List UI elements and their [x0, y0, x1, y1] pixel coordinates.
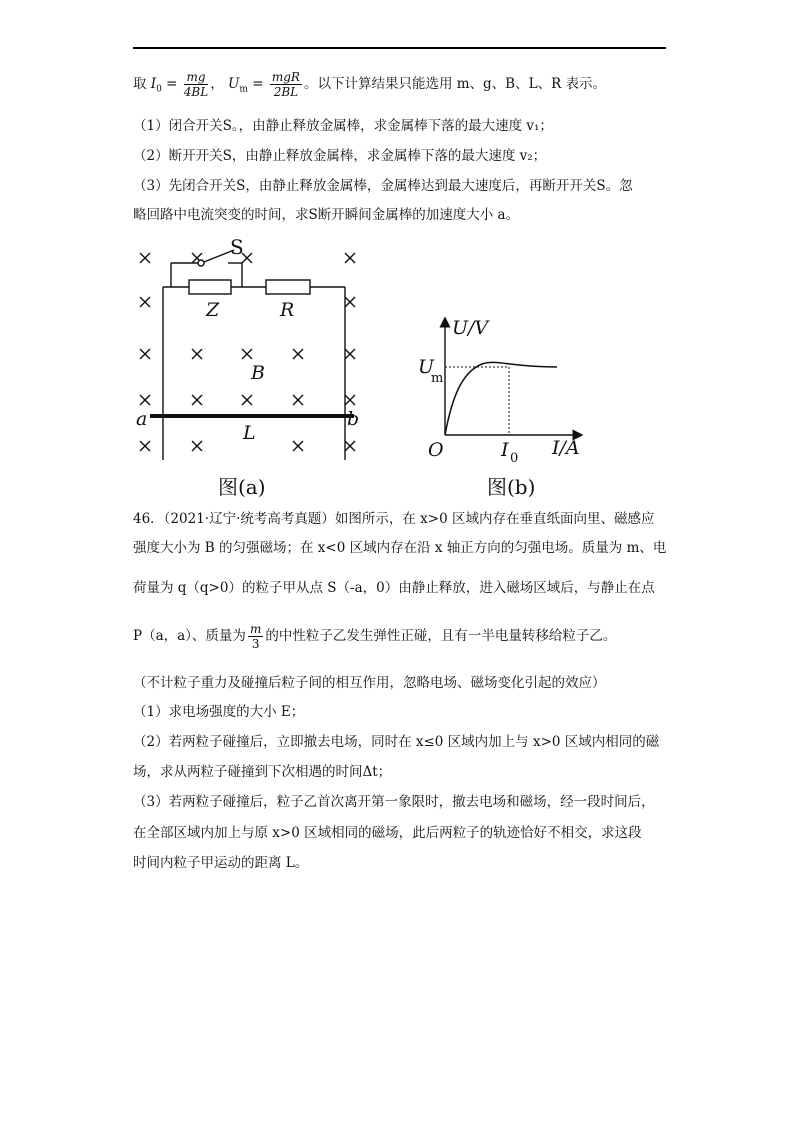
l-label: L	[243, 422, 256, 444]
y-axis-label: U/V	[452, 317, 489, 339]
x-axis-label: I/A	[552, 437, 580, 459]
q46-line2: 强度大小为 B 的匀强磁场；在 x<0 区域内存在沿 x 轴正方向的匀强电场。质量为 m、电	[133, 540, 667, 556]
figure-b-caption: 图(b)	[487, 475, 536, 499]
q46-line6: （1）求电场强度的大小 E；	[133, 704, 305, 720]
i0-fraction: $\frac{mg}{4BL}$	[183, 70, 209, 99]
b-label: B	[251, 362, 265, 384]
q46-line4	[133, 622, 616, 651]
resistor-r	[266, 280, 310, 294]
i0-symbol: I	[150, 76, 157, 92]
b-end-label: b	[347, 408, 360, 430]
um-subscript: m	[239, 84, 248, 95]
q46-line7: （2）若两粒子碰撞后，立即撤去电场，同时在 x≤0 区域内加上与 x>0 区域内相同的磁	[133, 734, 660, 750]
header-rule	[133, 47, 666, 49]
origin-label: O	[428, 439, 444, 461]
mass-fraction: $\frac{m}{3}$	[249, 622, 262, 651]
q45-part1: （1）闭合开关S。，由静止释放金属棒，求金属棒下落的最大速度 v₁；	[133, 118, 553, 134]
q46-line5: （不计粒子重力及碰撞后粒子间的相互作用，忽略电场、磁场变化引起的效应）	[133, 675, 606, 691]
u-i-curve	[445, 362, 557, 435]
q46-line10: 在全部区域内加上与原 x>0 区域相同的磁场，此后两粒子的轨迹恰好不相交，求这段	[133, 825, 642, 841]
figure-b	[412, 312, 592, 502]
formula-line: 取 $I_0$ = $\frac{mg}{4BL}$ ， $U_m$ = $\frac{\text{mgR}}{2BL}$ 。以下计算结果只能选用 m、g、B、L、R 表示。	[133, 70, 607, 99]
formula-prefix: 取	[133, 76, 147, 92]
a-label: a	[136, 408, 148, 430]
q46-line4-suffix: 的中性粒子乙发生弹性正碰，且有一半电量转移给粒子乙。	[265, 628, 617, 644]
figure-a	[130, 232, 380, 502]
um-symbol: U	[228, 76, 240, 92]
q46-line11: 时间内粒子甲运动的距离 L。	[133, 855, 309, 871]
um-label: U	[418, 356, 435, 378]
q46-line9: （3）若两粒子碰撞后，粒子乙首次离开第一象限时，撤去电场和磁场，经一段时间后，	[133, 794, 655, 810]
formula-separator: ，	[210, 76, 224, 92]
q45-part3a: （3）先闭合开关S，由静止释放金属棒，金属棒达到最大速度后，再断开开关S。忽	[133, 178, 633, 194]
q45-part2: （2）断开开关S，由静止释放金属棒，求金属棒下落的最大速度 v₂；	[133, 148, 547, 164]
resistor-z	[189, 280, 231, 294]
i0-label: I	[501, 439, 509, 461]
figure-a-caption: 图(a)	[218, 475, 266, 499]
q45-part3b: 略回路中电流突变的时间，求S断开瞬间金属棒的加速度大小 a。	[133, 207, 520, 223]
q46-line8: 场，求从两粒子碰撞到下次相遇的时间Δt；	[133, 764, 392, 780]
um-label-subscript: m	[431, 371, 444, 386]
q46-line3: 荷量为 q（q>0）的粒子甲从点 S（-a，0）由静止释放，进入磁场区域后，与静止在点	[133, 580, 655, 596]
i0-subscript: 0	[156, 84, 162, 95]
q46-line4-prefix: P（a，a）、质量为	[133, 628, 246, 644]
switch-label: S	[230, 235, 244, 259]
r-label: R	[280, 299, 295, 321]
q46-line1: 46．（2021·辽宁·统考高考真题）如图所示，在 x>0 区域内存在垂直纸面向里、磁感应	[133, 511, 655, 527]
switch-pivot	[198, 260, 204, 266]
i0-label-subscript: 0	[510, 451, 519, 466]
um-fraction: $\frac{\text{mgR}}{2BL}$	[271, 70, 300, 99]
formula-tail: 。以下计算结果只能选用 m、g、B、L、R 表示。	[303, 76, 607, 92]
z-label: Z	[206, 299, 220, 321]
